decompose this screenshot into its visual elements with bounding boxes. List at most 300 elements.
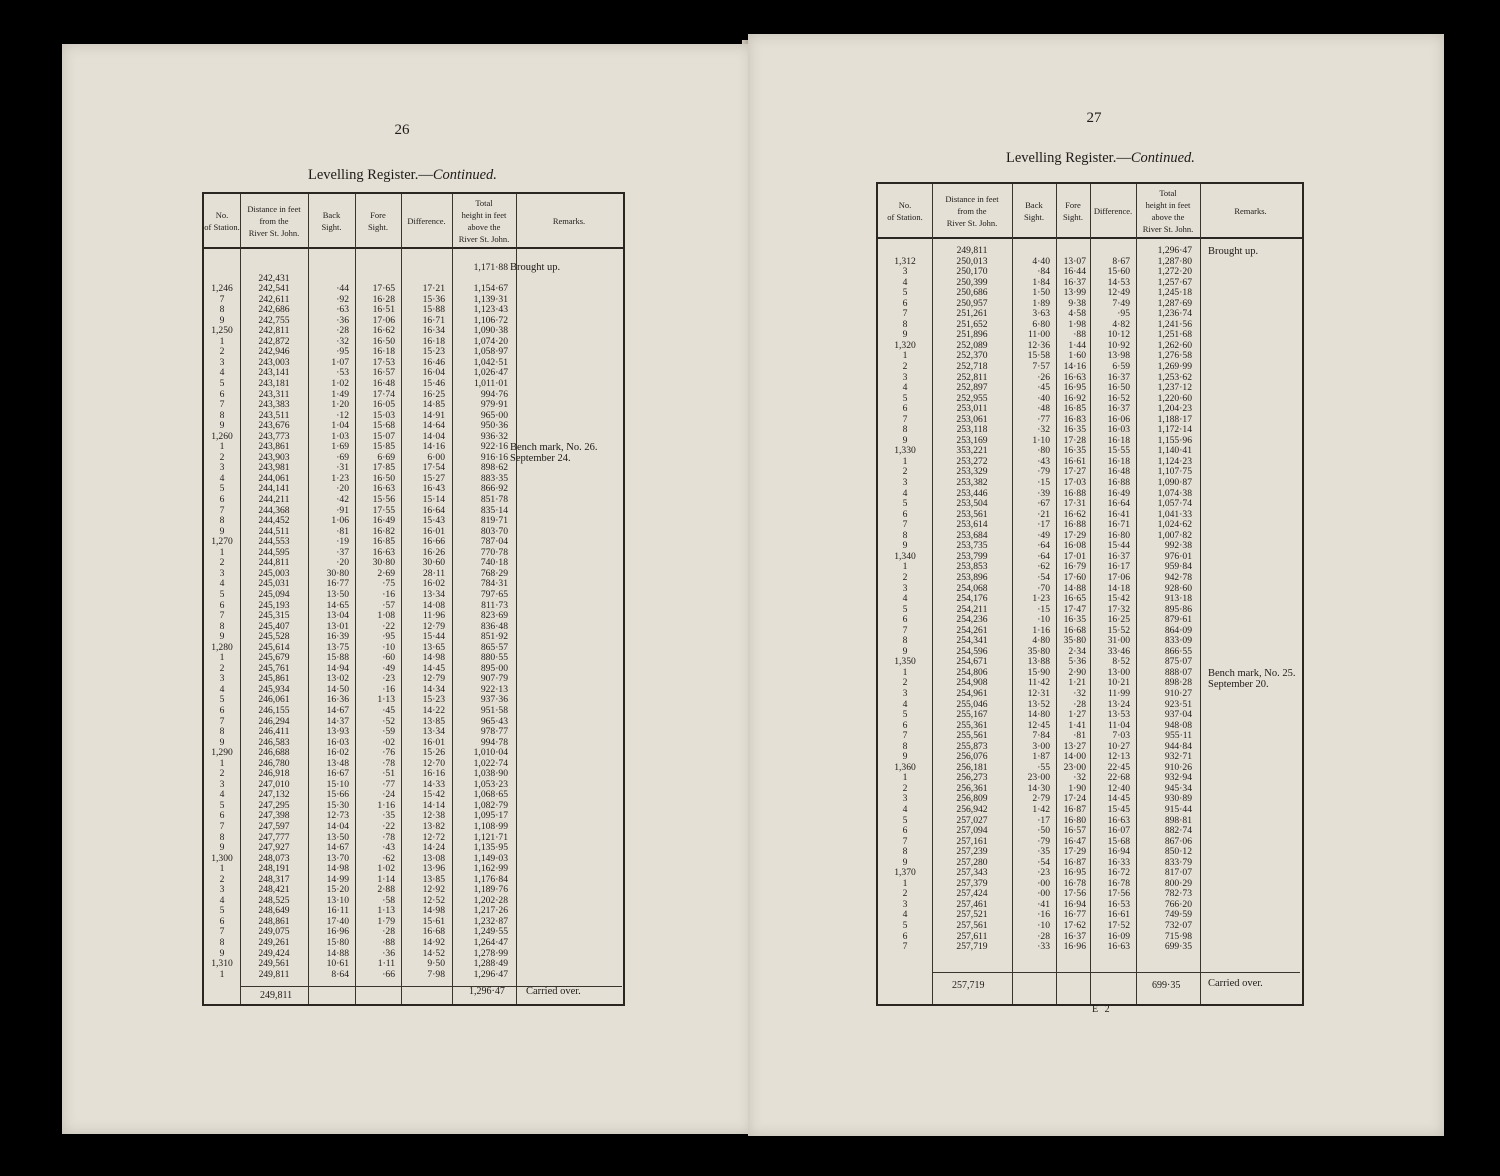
total-height-cell: 1,272·20 (1157, 266, 1192, 278)
table-row (204, 590, 623, 601)
station-cell: 7 (902, 624, 908, 636)
station-cell: 6 (902, 719, 908, 731)
difference-cell: 12·13 (1107, 751, 1130, 763)
total-height-cell: 851·92 (480, 631, 508, 643)
back-sight-cell: ·62 (1037, 561, 1050, 573)
fore-sight-cell: 2·69 (377, 567, 395, 579)
station-cell: 2 (902, 466, 908, 478)
difference-cell: 16·63 (1107, 814, 1130, 826)
difference-cell: 28·11 (422, 567, 445, 579)
difference-cell: 12·40 (1107, 782, 1130, 794)
station-cell: 9 (902, 540, 908, 552)
total-height-cell: 1,269·99 (1157, 361, 1192, 373)
difference-cell: 17·56 (1107, 888, 1130, 900)
back-sight-cell: 12·73 (326, 810, 349, 822)
station-cell: 1,300 (211, 852, 233, 864)
difference-cell: 15·55 (1107, 445, 1130, 457)
back-sight-cell: ·49 (1037, 529, 1050, 541)
total-height-cell: 959·84 (1164, 561, 1192, 573)
total-height-cell: 715·98 (1164, 930, 1192, 942)
back-sight-cell: ·10 (1037, 920, 1050, 931)
difference-cell: 17·54 (422, 462, 445, 474)
station-cell: 4 (902, 803, 908, 815)
total-height-cell: 811·73 (481, 599, 508, 611)
fore-sight-cell: 16·65 (1063, 593, 1086, 605)
fore-sight-cell: 30·80 (372, 557, 395, 569)
station-cell: 3 (902, 266, 908, 278)
back-sight-cell: ·50 (1037, 825, 1050, 837)
fore-sight-cell: 16·18 (372, 346, 395, 358)
difference-cell: 14·34 (422, 683, 445, 695)
difference-cell: 16·71 (422, 314, 445, 326)
difference-cell: 16·01 (422, 736, 445, 748)
difference-cell: 15·14 (422, 494, 445, 506)
total-height-cell: 922·16 (480, 441, 508, 453)
difference-cell: 17·06 (1107, 571, 1130, 583)
station-cell: 1,350 (894, 656, 916, 668)
distance-cell: 253,561 (956, 508, 988, 520)
difference-cell: 13·65 (422, 641, 445, 653)
back-sight-cell: ·32 (1037, 424, 1050, 436)
station-cell: 3 (902, 793, 908, 805)
difference-cell: 16·53 (1107, 898, 1130, 910)
distance-cell: 246,918 (258, 768, 290, 780)
back-sight-cell: ·39 (1037, 487, 1050, 499)
station-cell: 2 (219, 873, 225, 885)
fore-sight-cell: 16·57 (372, 367, 395, 379)
header-back: Back (1025, 200, 1043, 210)
fore-sight-cell: ·28 (1073, 698, 1086, 710)
fore-sight-cell: 16·63 (1063, 371, 1086, 383)
total-height-cell: 1,135·95 (473, 842, 508, 854)
table-row (878, 489, 1302, 500)
header-distance: from the (259, 216, 289, 226)
difference-cell: 15·42 (1107, 593, 1130, 605)
total-height-cell: 740·18 (480, 557, 508, 569)
difference-cell: 16·07 (1107, 825, 1130, 837)
distance-cell: 247,010 (258, 778, 290, 790)
distance-cell: 245,528 (258, 631, 290, 643)
distance-cell: 254,176 (956, 593, 988, 605)
total-height-cell: 797·65 (480, 588, 508, 600)
back-sight-cell: ·16 (1037, 909, 1050, 921)
header-back: Sight. (1023, 212, 1045, 222)
distance-cell: 254,211 (956, 603, 988, 615)
difference-cell: 16·80 (1107, 529, 1130, 541)
fore-sight-cell: 16·50 (372, 472, 395, 484)
table-row (878, 584, 1302, 595)
fore-sight-cell: 16·85 (1063, 403, 1086, 415)
back-sight-cell: 1·10 (1032, 434, 1050, 446)
station-cell: 3 (219, 567, 225, 579)
header-total: above the (1151, 212, 1185, 222)
table-row (878, 436, 1302, 447)
total-height-cell: 950·36 (480, 420, 508, 432)
station-cell: 7 (902, 941, 908, 953)
station-cell: 8 (219, 831, 225, 843)
station-cell: 1 (902, 772, 908, 784)
table-row (878, 626, 1302, 637)
distance-cell: 245,614 (258, 641, 290, 653)
distance-cell: 243,181 (258, 378, 290, 390)
station-cell: 3 (219, 673, 225, 685)
total-height-cell: 879·61 (1164, 614, 1192, 626)
station-cell: 1 (219, 757, 225, 769)
back-sight-cell: 1·42 (1032, 803, 1050, 815)
station-cell: 9 (219, 420, 225, 432)
total-height-cell: 784·31 (480, 578, 508, 590)
left-page (62, 44, 752, 1134)
distance-cell: 245,031 (258, 578, 290, 590)
fore-sight-cell: 17·01 (1063, 550, 1086, 562)
fore-sight-cell: 1·60 (1068, 350, 1086, 362)
back-sight-cell: 1·84 (1032, 276, 1050, 288)
total-height-cell: 936·32 (480, 430, 508, 442)
total-height-cell: 880·55 (480, 652, 508, 664)
distance-cell: 256,809 (956, 793, 988, 805)
difference-cell: 30·60 (422, 557, 445, 569)
fore-sight-cell: 16·83 (1063, 413, 1086, 425)
distance-cell: 257,379 (956, 877, 988, 889)
back-sight-cell: ·28 (1037, 930, 1050, 942)
distance-cell: 245,761 (258, 662, 290, 674)
station-cell: 1 (219, 546, 225, 558)
fore-sight-cell: 17·65 (372, 283, 395, 295)
footer-total: 699·35 (1152, 980, 1181, 991)
difference-cell: 7·98 (427, 968, 445, 980)
distance-cell: 247,132 (258, 789, 290, 801)
back-sight-cell: 14·67 (326, 704, 349, 716)
total-height-cell: 1,007·82 (1157, 529, 1192, 541)
difference-cell: 14·24 (422, 842, 445, 854)
distance-cell: 243,383 (258, 399, 290, 411)
distance-cell: 253,118 (956, 424, 988, 436)
back-sight-cell: 11·42 (1027, 677, 1050, 689)
fore-sight-cell: ·51 (382, 768, 395, 780)
header-station: of Station. (204, 222, 240, 232)
distance-cell: 248,861 (258, 915, 290, 927)
back-sight-cell: 1·69 (331, 441, 349, 453)
distance-cell: 253,272 (956, 455, 988, 467)
header-total: Total (475, 198, 493, 208)
distance-cell: 243,981 (258, 462, 290, 474)
fore-sight-cell: ·16 (382, 588, 395, 600)
back-sight-cell: 13·02 (326, 673, 349, 685)
difference-cell: 15·44 (422, 631, 445, 643)
fore-sight-cell: ·77 (382, 778, 395, 790)
station-cell: 5 (902, 287, 908, 299)
back-sight-cell: 1·87 (1032, 751, 1050, 763)
difference-cell: 22·68 (1107, 772, 1130, 784)
table-row (878, 605, 1302, 616)
difference-cell: 14·22 (422, 704, 445, 716)
fore-sight-cell: 1·08 (377, 610, 395, 622)
distance-cell: 248,525 (258, 894, 290, 906)
back-sight-cell: 35·80 (1027, 645, 1050, 657)
back-sight-cell: 15·30 (326, 799, 349, 811)
total-height-cell: 955·11 (1165, 730, 1192, 742)
difference-cell: 14·52 (422, 947, 445, 959)
total-height-cell: 866·92 (480, 483, 508, 495)
table-row (878, 615, 1302, 626)
total-height-cell: 948·08 (1164, 719, 1192, 731)
total-height-cell: 850·12 (1164, 846, 1192, 858)
remark-brought-up: Brought up. (510, 262, 561, 273)
distance-cell: 242,872 (258, 335, 290, 347)
fore-sight-cell: 16·94 (1063, 898, 1086, 910)
distance-cell: 254,671 (956, 656, 988, 668)
difference-cell: 7·49 (1112, 297, 1130, 309)
total-height-cell: 930·89 (1164, 793, 1192, 805)
back-sight-cell: ·15 (1037, 603, 1050, 615)
difference-cell: 15·60 (1107, 266, 1130, 278)
station-cell: 1 (219, 441, 225, 453)
difference-cell: 15·45 (1107, 803, 1130, 815)
difference-cell: ·95 (1117, 308, 1130, 320)
difference-cell: 13·34 (422, 588, 445, 600)
distance-cell: 244,452 (258, 515, 290, 527)
fore-sight-cell: 16·80 (1063, 814, 1086, 826)
total-height-cell: 699·35 (1164, 941, 1192, 953)
total-height-cell: 1,176·84 (473, 873, 508, 885)
total-height-cell: 898·81 (1164, 814, 1192, 826)
distance-cell: 249,561 (258, 958, 290, 970)
table-row (878, 710, 1302, 721)
difference-cell: 16·18 (422, 335, 445, 347)
table-row (878, 510, 1302, 521)
total-height-cell: 866·55 (1164, 645, 1192, 657)
difference-cell: 16·33 (1107, 856, 1130, 868)
back-sight-cell: 4·40 (1032, 255, 1050, 267)
station-cell: 8 (902, 846, 908, 858)
total-height-cell: 768·29 (480, 567, 508, 579)
distance-cell: 254,341 (956, 635, 988, 647)
fore-sight-cell: 4·58 (1068, 308, 1086, 320)
distance-cell: 251,652 (956, 318, 988, 330)
total-height-cell: 1,251·68 (1157, 329, 1192, 341)
back-sight-cell: 14·37 (326, 715, 349, 727)
back-sight-cell: ·80 (1037, 445, 1050, 457)
fore-sight-cell: 16·28 (372, 293, 395, 305)
total-height-cell: 1,249·55 (473, 926, 508, 938)
station-cell: 6 (219, 704, 225, 716)
difference-cell: 16·04 (422, 367, 445, 379)
fore-sight-cell: 16·44 (1063, 266, 1086, 278)
back-sight-cell: 13·52 (1027, 698, 1050, 710)
station-cell: 1,290 (211, 747, 233, 759)
table-row (878, 826, 1302, 837)
back-sight-cell: ·17 (1037, 519, 1050, 531)
difference-cell: 10·27 (1107, 740, 1130, 752)
back-sight-cell: ·45 (1037, 382, 1050, 394)
total-height-cell: 1,264·47 (473, 937, 508, 948)
total-height-cell: 992·38 (1164, 540, 1192, 552)
fore-sight-cell: 17·24 (1063, 793, 1086, 805)
difference-cell: 16·02 (422, 578, 445, 590)
station-cell: 7 (219, 610, 225, 622)
difference-cell: 16·25 (1107, 614, 1130, 626)
table-row (878, 531, 1302, 542)
total-height-cell: 1,026·47 (473, 367, 508, 379)
table-row (878, 541, 1302, 552)
distance-cell: 244,511 (258, 525, 290, 537)
total-height-cell: 1,217·26 (473, 905, 508, 917)
total-height-cell: 1,288·49 (473, 958, 508, 970)
back-sight-cell: 14·94 (326, 662, 349, 674)
total-height-cell: 895·86 (1164, 603, 1192, 615)
difference-cell: 16·61 (1107, 909, 1130, 921)
back-sight-cell: 12·36 (1027, 339, 1050, 351)
total-height-cell: 1,241·56 (1157, 318, 1192, 330)
station-cell: 6 (219, 599, 225, 611)
back-sight-cell: 1·50 (1032, 287, 1050, 299)
difference-cell: 10·92 (1107, 339, 1130, 351)
difference-cell: 16·49 (1107, 487, 1130, 499)
distance-cell: 256,181 (956, 761, 988, 773)
signature-mark: E 2 (1092, 1004, 1112, 1015)
remark-bench-date: September 24. (510, 453, 571, 464)
distance-cell: 249,424 (258, 947, 290, 959)
total-height-cell: 965·43 (480, 715, 508, 727)
back-sight-cell: 13·48 (326, 757, 349, 769)
table-row (878, 700, 1302, 711)
back-sight-cell: 4·80 (1032, 635, 1050, 647)
back-sight-cell: 1·03 (331, 430, 349, 442)
fore-sight-cell: ·76 (382, 747, 395, 759)
difference-cell: 12·52 (422, 894, 445, 906)
total-height-cell: 1,149·03 (473, 852, 508, 864)
total-height-cell: 1,038·90 (473, 768, 508, 780)
distance-cell: 247,777 (258, 831, 290, 843)
back-sight-cell: ·26 (1037, 371, 1050, 383)
station-cell: 1,280 (211, 641, 233, 653)
total-height-cell: 915·44 (1164, 803, 1192, 815)
total-height-cell: 1,204·23 (1157, 403, 1192, 415)
fore-sight-cell: 16·50 (372, 335, 395, 347)
footer-distance: 257,719 (952, 980, 985, 991)
distance-cell: 255,561 (956, 730, 988, 742)
fore-sight-cell: ·32 (1073, 687, 1086, 699)
distance-cell: 256,076 (956, 751, 988, 763)
distance-cell: 250,013 (956, 255, 988, 267)
fore-sight-cell: 17·27 (1063, 466, 1086, 478)
back-sight-cell: 15·90 (1027, 666, 1050, 678)
difference-cell: 16·26 (422, 546, 445, 558)
total-height-cell: 916·16 (480, 451, 508, 463)
distance-cell: 249,075 (258, 926, 290, 938)
table-row (878, 805, 1302, 816)
back-sight-cell: 15·10 (326, 778, 349, 790)
distance-cell: 257,561 (956, 920, 988, 931)
fore-sight-cell: 1·41 (1068, 719, 1086, 731)
difference-cell: 15·36 (422, 293, 445, 305)
difference-cell: 16·46 (422, 356, 445, 368)
difference-cell: 16·37 (1107, 550, 1130, 562)
difference-cell: 13·53 (1107, 709, 1130, 721)
difference-cell: 16·03 (1107, 424, 1130, 436)
remark-bench-date: September 20. (1208, 679, 1269, 690)
table-row (878, 816, 1302, 827)
station-cell: 9 (219, 842, 225, 854)
station-cell: 7 (219, 715, 225, 727)
table-row (878, 351, 1302, 362)
fore-sight-cell: 16·08 (1063, 540, 1086, 552)
distance-cell: 255,361 (956, 719, 988, 731)
fore-sight-cell: 1·16 (377, 799, 395, 811)
table-row (878, 784, 1302, 795)
distance-cell: 249,811 (258, 968, 290, 980)
station-cell: 4 (902, 593, 908, 605)
fore-sight-cell: 1·13 (377, 694, 395, 706)
difference-cell: 17·21 (422, 283, 445, 295)
difference-cell: 15·44 (1107, 540, 1130, 552)
total-height-cell: 1,106·72 (473, 314, 508, 326)
footer-distance: 249,811 (260, 990, 293, 1001)
fore-sight-cell: 16·82 (372, 525, 395, 537)
back-sight-cell: ·40 (1037, 392, 1050, 404)
table-row (878, 330, 1302, 341)
fore-sight-cell: 16·78 (1063, 877, 1086, 889)
station-cell: 2 (902, 888, 908, 900)
back-sight-cell: 1·20 (331, 399, 349, 411)
station-cell: 9 (219, 947, 225, 959)
back-sight-cell: 16·39 (326, 631, 349, 643)
difference-cell: 9·50 (427, 958, 445, 970)
fore-sight-cell: 6·69 (377, 451, 395, 463)
fore-sight-cell: 5·36 (1068, 656, 1086, 668)
distance-cell: 257,280 (956, 856, 988, 868)
back-sight-cell: 1·49 (331, 388, 349, 400)
fore-sight-cell: ·59 (382, 726, 395, 738)
distance-cell: 252,370 (956, 350, 988, 362)
distance-cell: 246,061 (258, 694, 290, 706)
back-sight-cell: 1·02 (331, 378, 349, 390)
difference-cell: 11·96 (422, 610, 445, 622)
back-sight-cell: 30·80 (326, 567, 349, 579)
distance-cell: 245,861 (258, 673, 290, 685)
back-sight-cell: ·36 (336, 314, 349, 326)
distance-cell: 250,170 (956, 266, 988, 278)
distance-cell: 244,061 (258, 472, 290, 484)
total-height-cell: 800·29 (1164, 877, 1192, 889)
table-row (204, 379, 623, 390)
fore-sight-cell: ·35 (382, 810, 395, 822)
back-sight-cell: 13·88 (1027, 656, 1050, 668)
total-height-cell: 1,202·28 (473, 894, 508, 906)
station-cell: 4 (902, 382, 908, 394)
distance-cell: 257,611 (956, 930, 988, 942)
total-height-cell: 1,074·38 (1157, 487, 1192, 499)
table-row (878, 562, 1302, 573)
distance-cell: 249,811 (956, 245, 988, 256)
station-cell: 1 (219, 968, 225, 980)
difference-cell: 8·67 (1112, 255, 1130, 267)
difference-cell: 15·23 (422, 346, 445, 358)
table-row (204, 706, 623, 717)
back-sight-cell: ·41 (1037, 898, 1050, 910)
distance-cell: 247,597 (258, 820, 290, 832)
distance-cell: 250,399 (956, 276, 988, 288)
total-height-cell: 1,220·60 (1157, 392, 1192, 404)
back-sight-cell: ·92 (336, 293, 349, 305)
total-height-cell: 922·13 (480, 683, 508, 695)
remark-carried-over: Carried over. (526, 986, 581, 997)
back-sight-cell: 1·07 (331, 356, 349, 368)
header-station: of Station. (887, 212, 923, 222)
difference-cell: 14·64 (422, 420, 445, 432)
distance-cell: 245,315 (258, 610, 290, 622)
page-title: Levelling Register.—Continued. (1006, 150, 1195, 166)
